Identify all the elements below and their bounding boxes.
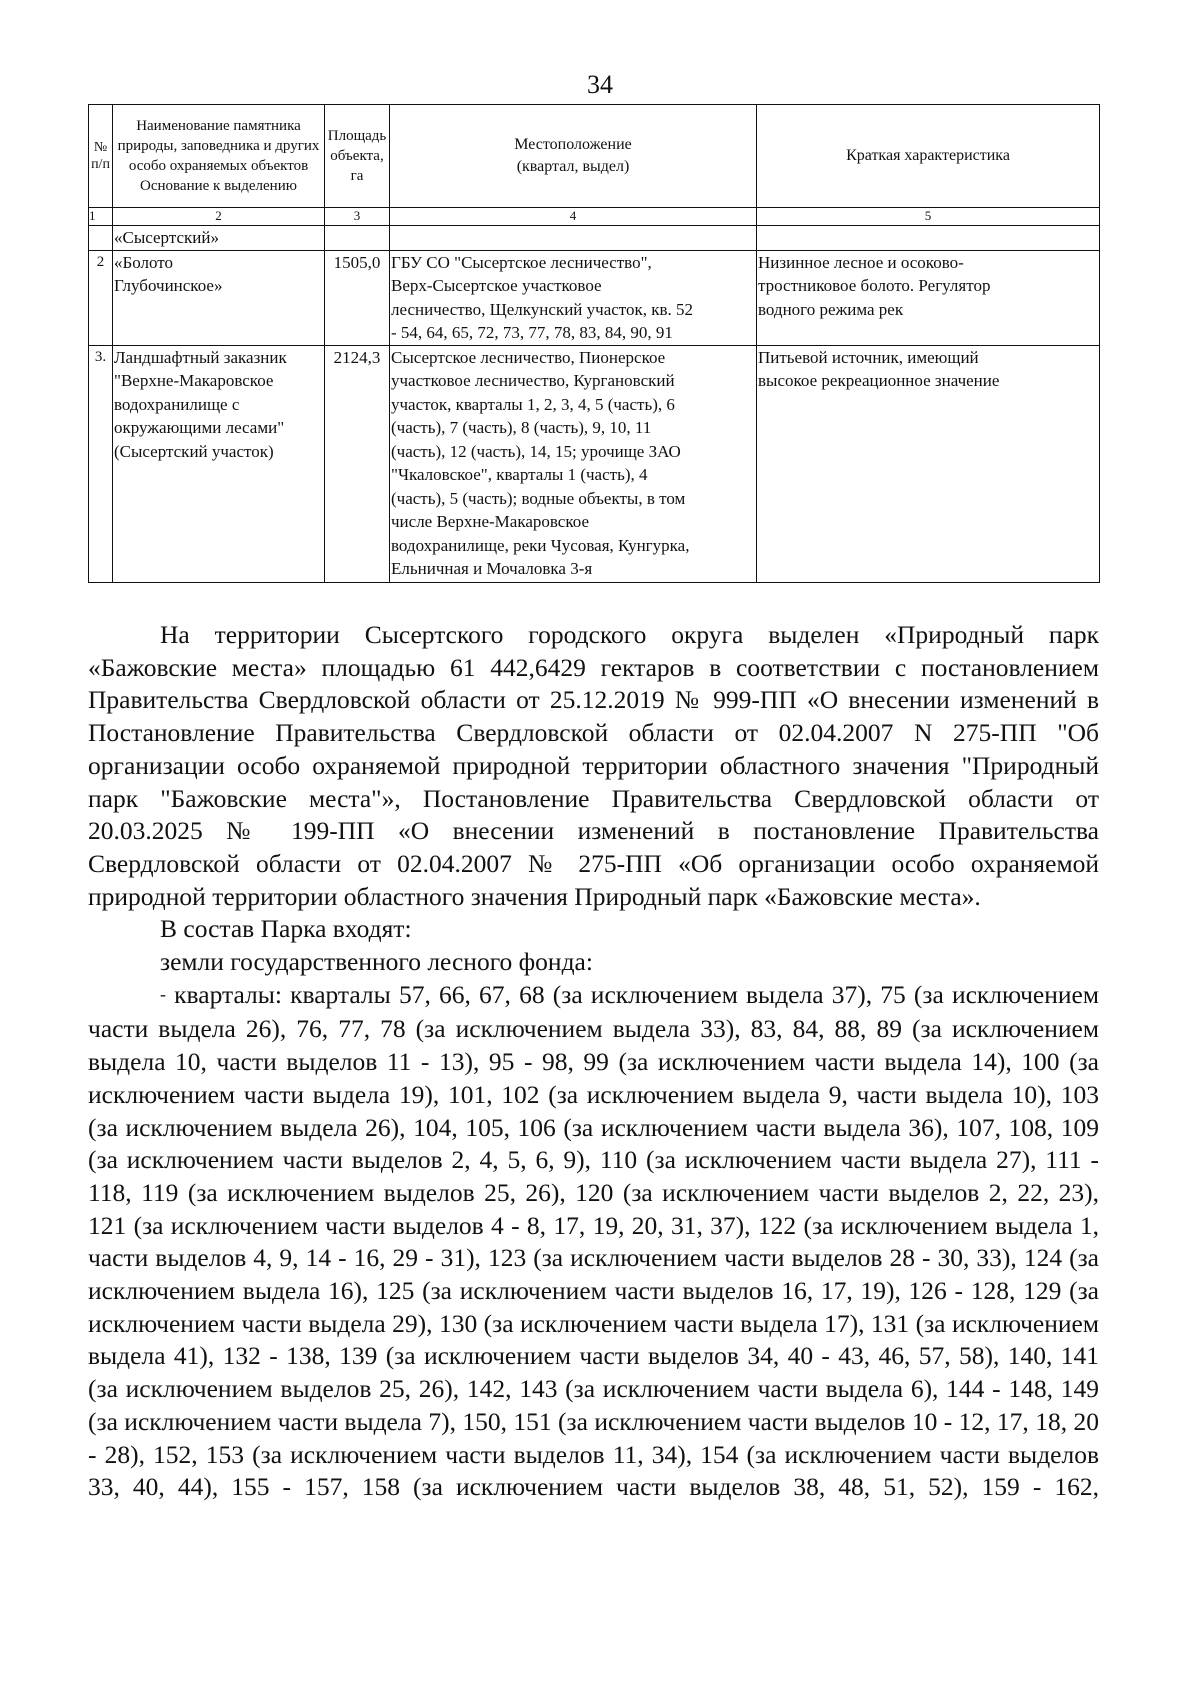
row-location: ГБУ СО "Сысертское лесничество", Верх-Сысертское участковое лесничество, Щелкунский участок, кв. 52 - 54, 64, 65, 72, 73, 77, 78, 83, 84, 90, 91 — [390, 250, 757, 345]
row-name: «Болото Глубочинское» — [113, 250, 325, 345]
empty-cell — [390, 226, 757, 251]
nature-monuments-table — [88, 104, 1100, 583]
quarters-list-text: кварталы: кварталы 57, 66, 67, 68 (за исключением выдела 37), 75 (за исключением части выдела 26), 76, 77, 78 (за исключением выдела 33), 83, 84, 88, 89 (за исключением выдела 10, части выделов 11 - 13), 95 - 98, 99 (за исключением части выдела 14), 100 (за исключением части выдела 19), 101, 102 (за исключением выдела 9, части выдела 10), 103 (за исключением выдела 26), 104, 105, 106 (за исключением части выдела 36), 107, 108, 109 (за исключением части выделов 2, 4, 5, 6, 9), 110 (за исключением части выдела 27), 111 - 118, 119 (за исключением выделов 25, 26), 120 (за исключением части выделов 2, 22, 23), 121 (за исключением части выделов 4 - 8, 17, 19, 20, 31, 37), 122 (за исключением выдела 1, части выделов 4, 9, 14 - 16, 29 - 31), 123 (за исключением части выделов 28 - 30, 33), 124 (за исключением выдела 16), 125 (за исключением части выделов 16, 17, 19), 126 - 128, 129 (за исключением части выдела 29), 130 (за исключением части выдела 17), 131 (за исключением выдела 41), 132 - 138, 139 (за исключением части выделов 34, 40 - 43, 46, 57, 58), 140, 141 (за исключением выделов 25, 26), 142, 143 (за исключением части выдела 6), 144 - 148, 149 (за исключением части выдела 7), 150, 151 (за исключением части выделов 10 - 12, 17, 18, 20 - 28), 152, 153 (за исключением части выделов 11, 34), 154 (за исключением части выделов 33, 40, 44), 155 - 157, 158 (за исключением части выделов 38, 48, 51, 52), 159 - 162, — [88, 979, 1099, 1502]
row-location: Сысертское лесничество, Пионерское участковое лесничество, Кургановский участок, кварталы 1, 2, 3, 4, 5 (часть), 6 (часть), 7 (часть), 8 (часть), 9, 10, 11 (часть), 12 (часть), 14, 15; урочище ЗАО "Чкаловское", кварталы 1 (часть), 4 (часть), 5 (часть); водные объекты, в том числе Верхне-Макаровское водохранилище, реки Чусовая, Кунгурка, Ельничная и Мочаловка 3-я — [390, 345, 757, 582]
paragraph-forest-fund: земли государственного лесного фонда: — [160, 947, 593, 977]
column-number: 4 — [390, 208, 757, 226]
table-row — [89, 345, 1100, 582]
paragraph-quarters-list — [88, 979, 1099, 1504]
table-header-row — [89, 105, 1100, 208]
header-name: Наименование памятника природы, заповедника и других особо охраняемых объектов Основание к выделению — [113, 105, 325, 208]
row-area: 2124,3 — [325, 345, 390, 582]
section-title: «Сысертский» — [113, 226, 325, 251]
column-number: 2 — [113, 208, 325, 226]
row-name: Ландшафтный заказник "Верхне-Макаровское водохранилище с окружающими лесами" (Сысертский участок) — [113, 345, 325, 582]
column-number: 1 — [89, 208, 113, 226]
page-number: 34 — [587, 70, 613, 99]
column-number: 5 — [757, 208, 1100, 226]
header-num: № п/п — [89, 105, 113, 208]
section-row — [89, 226, 1100, 251]
row-description: Низинное лесное и осоково- тростниковое болото. Регулятор водного режима рек — [757, 250, 1100, 345]
row-num: 3. — [89, 345, 113, 582]
row-description: Питьевой источник, имеющий высокое рекреационное значение — [757, 345, 1100, 582]
body-text — [88, 619, 1099, 1504]
empty-cell — [757, 226, 1100, 251]
header-area: Площадь объекта, га — [325, 105, 390, 208]
row-area: 1505,0 — [325, 250, 390, 345]
table-row — [89, 250, 1100, 345]
header-description: Краткая характеристика — [757, 105, 1100, 208]
paragraph-bazhov-park: На территории Сысертского городского округа выделен «Природный парк «Бажовские места» площадью 61 442,6429 гектаров в соответствии с постановлением Правительства Свердловской области от 25.12.2019 № 999-ПП «О внесении изменений в Постановление Правительства Свердловской области от 02.04.2007 N 275-ПП "Об организации особо охраняемой природной территории областного значения "Природный парк "Бажовские места"», Постановление Правительства Свердловской области от 20.03.2025 № 199-ПП «О внесении изменений в постановление Правительства Свердловской области от 02.04.2007 № 275-ПП «Об организации особо охраняемой природной территории областного значения Природный парк «Бажовские места». — [88, 620, 1099, 911]
list-dash: - — [160, 983, 166, 1004]
empty-cell — [89, 226, 113, 251]
row-num: 2 — [89, 250, 113, 345]
paragraph-park-composition: В состав Парка входят: — [160, 914, 412, 944]
empty-cell — [325, 226, 390, 251]
column-numbers-row — [89, 208, 1100, 226]
column-number: 3 — [325, 208, 390, 226]
header-location: Местоположение (квартал, выдел) — [390, 105, 757, 208]
